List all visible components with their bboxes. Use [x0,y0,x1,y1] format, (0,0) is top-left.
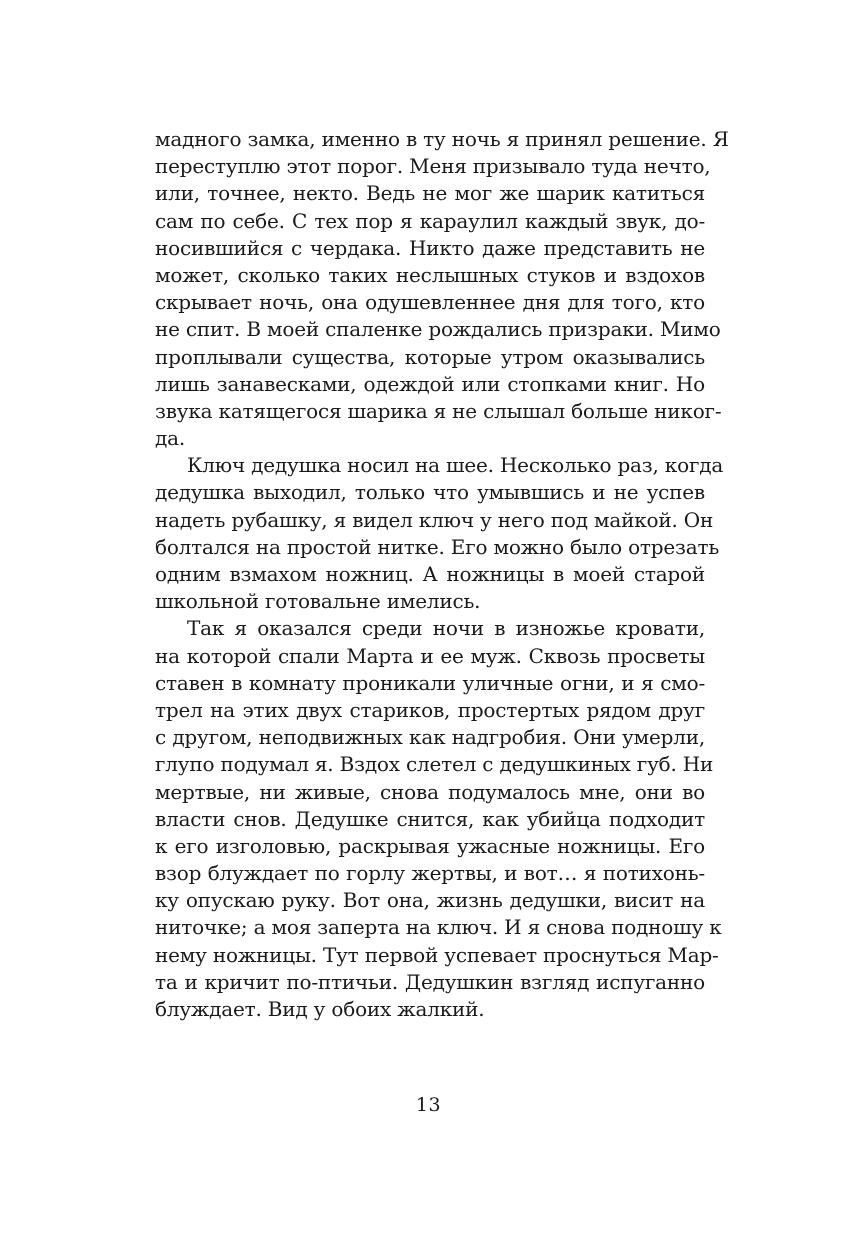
text-line: да. [155,426,185,451]
text-line: надеть рубашку, я видел ключ у него под майкой. Он [155,507,714,532]
text-line: глупо подумал я. Вздох слетел с дедушкиных губ. Ни [155,752,714,777]
text-line: сам по себе. С тех пор я караулил каждый звук, до- [155,208,705,233]
text-line: болтался на простой нитке. Его можно было отрезать [155,534,720,559]
text-line: одним взмахом ножниц. А ножницы в моей старой [155,562,705,586]
text-line: та и кричит по-птичьи. Дедушкин взгляд испуганно [155,969,705,994]
body-text [155,126,729,1023]
text-line: звука катящегося шарика я не слышал больше никог- [155,398,722,423]
text-line: дедушка выходил, только что умывшись и не успев [155,480,705,505]
text-line: власти снов. Дедушке снится, как убийца подходит [155,806,705,831]
text-line: блуждает. Вид у обоих жалкий. [155,997,485,1021]
text-line: мертвые, ни живые, снова подумалось мне, они во [155,779,705,804]
text-line: ниточке; а моя заперта на ключ. И я снова подношу к [155,915,722,940]
text-line: школьной готовальне имелись. [155,589,481,614]
page-number: 13 [415,1094,442,1116]
text-line: Ключ дедушка носил на шее. Несколько раз, когда [187,453,724,478]
text-line: лишь занавесками, одеждой или стопками книг. Но [155,371,705,396]
text-line: или, точнее, некто. Ведь не мог же шарик катиться [155,181,705,206]
text-line: переступлю этот порог. Меня призывало туда нечто, [155,154,711,179]
text-line: к его изголовью, раскрывая ужасные ножницы. Его [155,833,705,858]
text-line: на которой спали Марта и ее муж. Сквозь просветы [155,643,705,668]
text-line: трел на этих двух стариков, простертых рядом друг [155,697,705,722]
text-line: может, сколько таких неслышных стуков и вздохов [155,262,705,287]
text-line: проплывали существа, которые утром оказывались [155,344,705,369]
text-line: ставен в комнату проникали уличные огни, и я смо- [155,670,705,695]
text-line: не спит. В моей спаленке рождались призраки. Мимо [155,317,721,342]
text-line: с другом, неподвижных как надгробия. Они умерли, [155,725,705,750]
text-line: скрывает ночь, она одушевленнее дня для того, кто [155,290,705,315]
text-line: нему ножницы. Тут первой успевает проснуться Мар- [155,942,719,967]
text-line: мадного замка, именно в ту ночь я принял решение. Я [155,127,729,151]
text-line: Так я оказался среди ночи в изножье кровати, [187,616,705,641]
text-line: носившийся с чердака. Никто даже представить не [155,235,705,260]
text-line: взор блуждает по горлу жертвы, и вот… я потихонь- [155,861,705,886]
text-line: ку опускаю руку. Вот она, жизнь дедушки, висит на [155,888,705,913]
